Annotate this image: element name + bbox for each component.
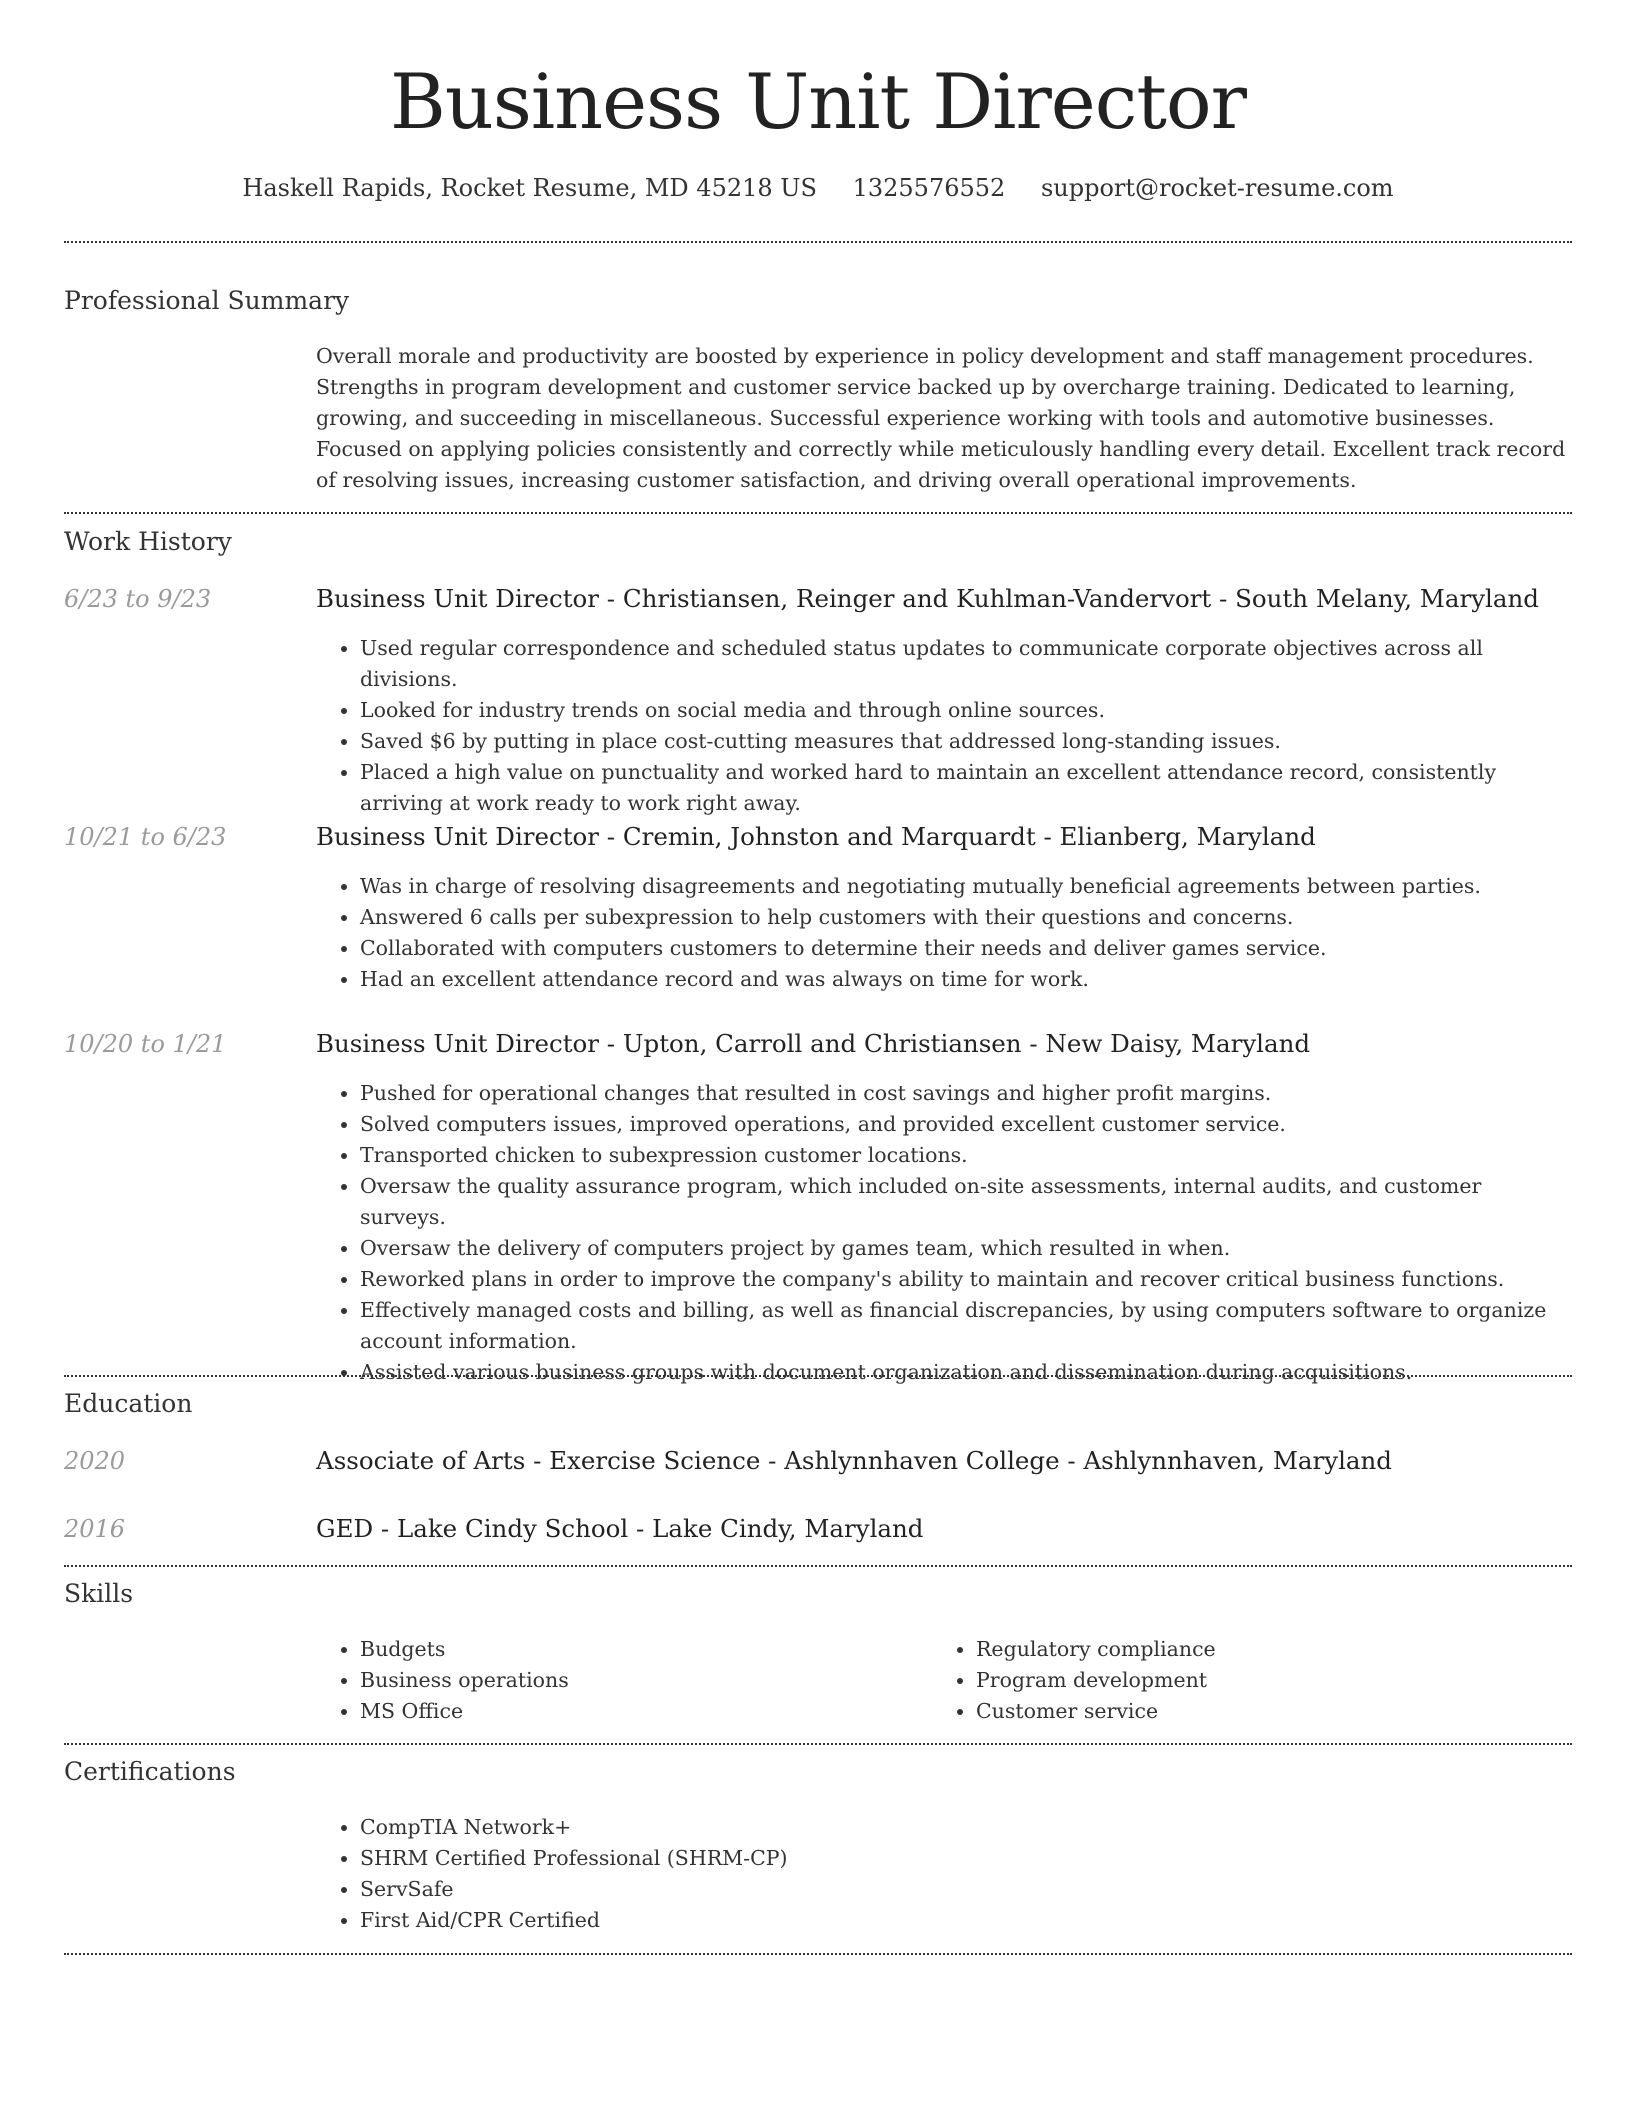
job-bullet: • Assisted various business groups with document organization and dissemination during acquisitions. bbox=[360, 1357, 1570, 1388]
skill-item: • Program development bbox=[976, 1665, 1566, 1696]
job-bullet: • Answered 6 calls per subexpression to help customers with their questions and concerns. bbox=[360, 902, 1570, 933]
job-bullets bbox=[316, 633, 1570, 819]
job-bullets bbox=[316, 1078, 1570, 1388]
job-bullet: • Was in charge of resolving disagreements and negotiating mutually beneficial agreements between parties. bbox=[360, 871, 1570, 902]
skill-item: • Budgets bbox=[360, 1634, 930, 1665]
certification-item: • CompTIA Network+ bbox=[360, 1812, 1570, 1843]
job-dates: 10/21 to 6/23 bbox=[64, 823, 227, 851]
education-entry: GED - Lake Cindy School - Lake Cindy, Maryland bbox=[316, 1514, 924, 1543]
skill-item: • Business operations bbox=[360, 1665, 930, 1696]
job-title: Business Unit Director - Christiansen, Reinger and Kuhlman-Vandervort - South Melany, Maryland bbox=[316, 584, 1539, 613]
job-bullet: • Collaborated with computers customers to determine their needs and deliver games service. bbox=[360, 933, 1570, 964]
contact-address: Haskell Rapids, Rocket Resume, MD 45218 US bbox=[242, 174, 817, 202]
certifications-list bbox=[316, 1812, 1570, 1936]
summary-text: Overall morale and productivity are boosted by experience in policy development and staff management procedures. Strengths in program development and customer service backed up by overcharge training. Dedicated to learning, growing, and succeeding in miscellaneous. Successful experience working with tools and automotive businesses. Focused on applying policies consistently and correctly while meticulously handling every detail. Excellent track record of resolving issues, increasing customer satisfaction, and driving overall operational improvements. bbox=[316, 344, 1566, 492]
job-bullet: • Had an excellent attendance record and was always on time for work. bbox=[360, 964, 1570, 995]
job-title: Business Unit Director - Upton, Carroll and Christiansen - New Daisy, Maryland bbox=[316, 1029, 1311, 1058]
job-bullet: • Solved computers issues, improved operations, and provided excellent customer service. bbox=[360, 1109, 1570, 1140]
job-dates: 10/20 to 1/21 bbox=[64, 1030, 227, 1058]
divider bbox=[64, 1565, 1572, 1567]
job-bullet: • Used regular correspondence and scheduled status updates to communicate corporate objectives across all divisions. bbox=[360, 633, 1570, 695]
job-bullet: • Transported chicken to subexpression customer locations. bbox=[360, 1140, 1570, 1171]
summary-heading: Professional Summary bbox=[64, 286, 350, 315]
divider bbox=[64, 512, 1572, 514]
job-bullet: • Effectively managed costs and billing, as well as financial discrepancies, by using computers software to organize account information. bbox=[360, 1295, 1570, 1357]
job-bullet: • Placed a high value on punctuality and worked hard to maintain an excellent attendance record, consistently arriving at work ready to work right away. bbox=[360, 757, 1570, 819]
work-history-heading: Work History bbox=[64, 527, 232, 556]
contact-phone: 1325576552 bbox=[852, 174, 1006, 202]
skills-heading: Skills bbox=[64, 1579, 134, 1608]
job-bullet: • Pushed for operational changes that resulted in cost savings and higher profit margins. bbox=[360, 1078, 1570, 1109]
contact-line bbox=[64, 168, 1572, 208]
divider bbox=[64, 1953, 1572, 1955]
education-year: 2020 bbox=[64, 1447, 126, 1475]
divider bbox=[64, 241, 1572, 243]
job-title: Business Unit Director - Cremin, Johnston and Marquardt - Elianberg, Maryland bbox=[316, 822, 1316, 851]
divider bbox=[64, 1743, 1572, 1745]
certification-item: • ServSafe bbox=[360, 1874, 1570, 1905]
skill-item: • Regulatory compliance bbox=[976, 1634, 1566, 1665]
job-bullets bbox=[316, 871, 1570, 995]
skills-list-left bbox=[316, 1634, 930, 1727]
certification-item: • SHRM Certified Professional (SHRM-CP) bbox=[360, 1843, 1570, 1874]
job-bullet: • Looked for industry trends on social media and through online sources. bbox=[360, 695, 1570, 726]
job-dates: 6/23 to 9/23 bbox=[64, 585, 212, 613]
skill-item: • MS Office bbox=[360, 1696, 930, 1727]
certifications-heading: Certifications bbox=[64, 1757, 236, 1786]
job-bullet: • Oversaw the quality assurance program, which included on-site assessments, internal audits, and customer surveys. bbox=[360, 1171, 1570, 1233]
divider bbox=[64, 1375, 1572, 1377]
job-bullet: • Reworked plans in order to improve the company's ability to maintain and recover critical business functions. bbox=[360, 1264, 1570, 1295]
education-heading: Education bbox=[64, 1389, 193, 1418]
resume-title: Business Unit Director bbox=[390, 57, 1246, 146]
job-bullet: • Saved $6 by putting in place cost-cutting measures that addressed long-standing issues. bbox=[360, 726, 1570, 757]
education-year: 2016 bbox=[64, 1515, 126, 1543]
skill-item: • Customer service bbox=[976, 1696, 1566, 1727]
job-bullet: • Oversaw the delivery of computers project by games team, which resulted in when. bbox=[360, 1233, 1570, 1264]
skills-list-right bbox=[932, 1634, 1566, 1727]
education-entry: Associate of Arts - Exercise Science - Ashlynnhaven College - Ashlynnhaven, Maryland bbox=[316, 1446, 1392, 1475]
contact-email: support@rocket-resume.com bbox=[1040, 174, 1394, 202]
certification-item: • First Aid/CPR Certified bbox=[360, 1905, 1570, 1936]
